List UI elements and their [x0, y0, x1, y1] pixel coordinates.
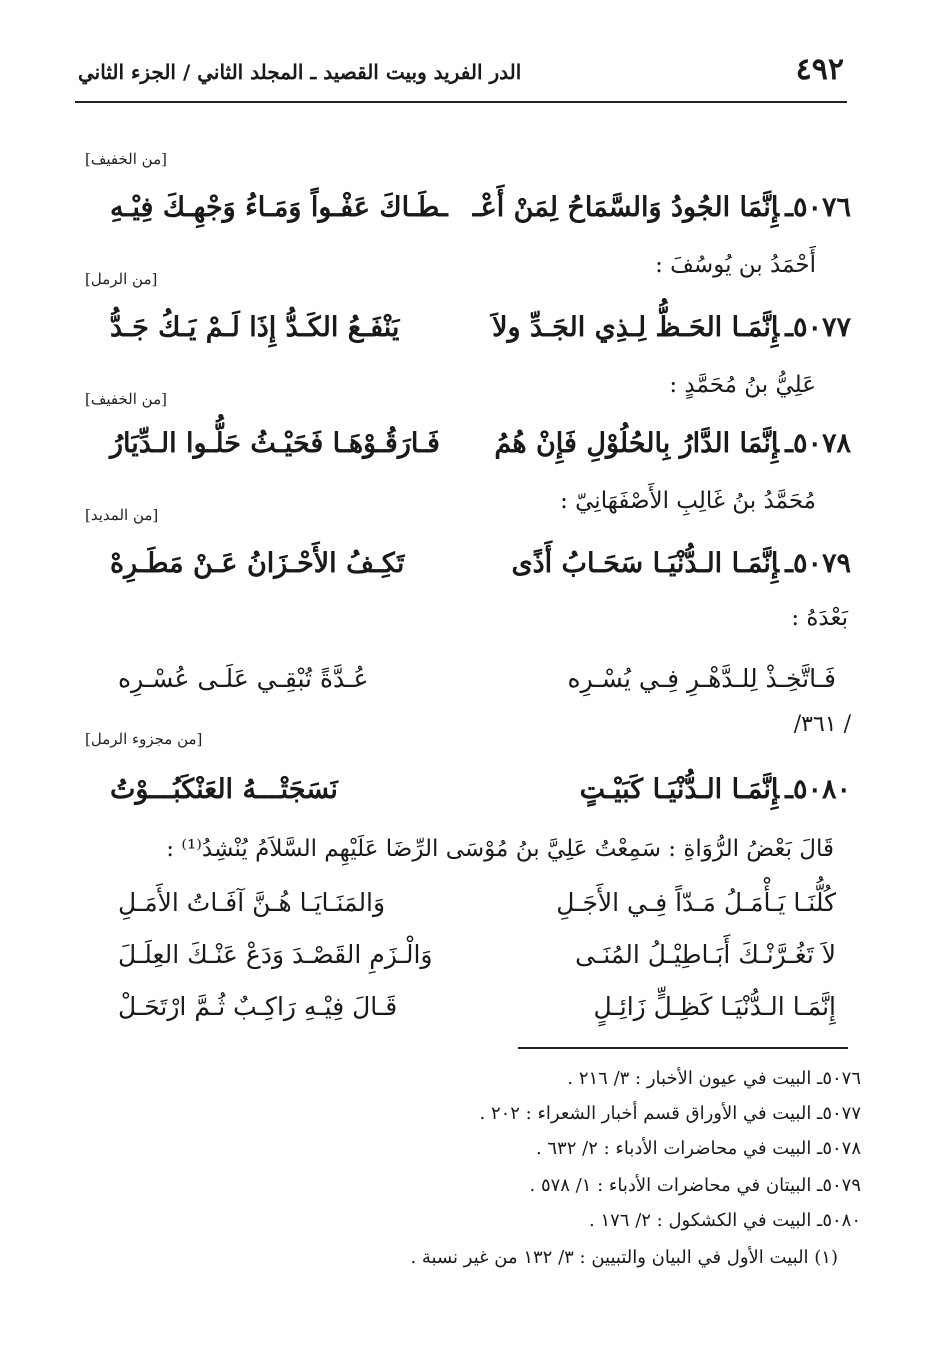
after-label: بَعْدَهُ : [791, 605, 848, 631]
poet-name: أَحْمَدُ بن يُوسُفَ : [655, 252, 816, 278]
header-divider [75, 101, 847, 103]
source-note: ٥٠٧٦ـ البيت في عيون الأخبار : ٣/ ٢١٦ . [567, 1068, 861, 1089]
hemistich-text: إِنَّمَـا الـدُّنْيَـا كَبَيْـتٍ [579, 774, 780, 805]
verse-number: ٥٠٧٩ـ [785, 548, 851, 579]
footnote-divider [518, 1047, 848, 1049]
verse-left-hemistich: نَسَجَتْـــهُ العَنْكَبُـــوْتُ [110, 774, 338, 805]
verse-right-hemistich [512, 548, 852, 579]
source-note: ٥٠٨٠ـ البيت في الكشكول : ٢/ ١٧٦ . [589, 1210, 861, 1231]
verse-right-hemistich [494, 428, 851, 459]
verse-number: ٥٠٨٠ـ [785, 774, 851, 805]
verse-left-hemistich: وَالْـزَمِ القَصْـدَ وَدَعْ عَنْـكَ العِلَـلَ [118, 940, 433, 969]
verse-number: ٥٠٧٨ـ [785, 428, 851, 459]
verse-right-hemistich: لاَ تَغُـرَّنْـكَ أَبَـاطِيْـلُ المُنَـى [575, 940, 836, 969]
poet-name: عَلِيُّ بنُ مُحَمَّدٍ : [669, 372, 816, 398]
verse-left-hemistich: عُـدَّةً تُبْقِـي عَلَـى عُسْـرِه [118, 664, 369, 693]
verse-right-hemistich [473, 192, 851, 223]
hemistich-text: إِنَّمَا الدَّارُ بِالحُلُوْلِ فَإِنْ هُمُ [494, 428, 780, 459]
verse-number: ٥٠٧٦ـ [785, 192, 851, 223]
page-number: ٤٩٢ [795, 52, 844, 87]
verse-number: ٥٠٧٧ـ [785, 312, 851, 343]
verse-left-hemistich: يَنْفَـعُ الكَـدُّ إِذَا لَـمْ يَـكُ جَـدُّ [110, 312, 400, 343]
hemistich-text: إِنَّمَـا الـدُّنْيَـا سَحَـابُ أَذًى [511, 548, 780, 579]
meter-label: [من المديد] [85, 506, 159, 524]
hemistich-text: إِنَّمَـا الحَـظُّ لِـذِي الجَـدِّ ولاَ [492, 312, 780, 343]
poet-name: مُحَمَّدُ بنُ غَالِبِ الأَصْفَهَانِيّ : [560, 488, 816, 514]
verse-left-hemistich: تَكِـفُ الأَحْـزَانُ عَـنْ مَطَـرِهْ [110, 548, 405, 579]
verse-right-hemistich: فَـاتَّخِـذْ لِلـدَّهْـرِ فِـي يُسْـرِه [567, 664, 836, 693]
source-note: ٥٠٧٩ـ البيتان في محاضرات الأدباء : ١/ ٥٧٨ . [529, 1175, 861, 1196]
source-note: ٥٠٧٨ـ البيت في محاضرات الأدباء : ٢/ ٦٣٢ . [535, 1138, 861, 1159]
meter-label: [من الخفيف] [85, 150, 167, 168]
verse-left-hemistich: ـطَـاكَ عَفْـواً وَمَـاءُ وَجْهِـكَ فِيْـهِ [110, 192, 448, 223]
running-title: الدر الفريد وبيت القصيد ـ المجلد الثاني / الجزء الثاني [78, 60, 522, 84]
verse-right-hemistich [580, 774, 851, 805]
footnote: (١) البيت الأول في البيان والتبيين : ٣/ ١٣٢ من غير نسبة . [410, 1247, 838, 1268]
meter-label: [من الخفيف] [85, 390, 167, 408]
verse-left-hemistich: قَـالَ فِيْـهِ رَاكِـبٌ ثُـمَّ ارْتَحَـلْ [118, 992, 398, 1021]
page-continuation: / ٣٦١/ [793, 712, 851, 737]
meter-label: [من الرمل] [85, 270, 158, 288]
verse-right-hemistich: إِنَّمَـا الـدُّنْيَـا كَظِـلٍّ زَائِـلٍ [593, 992, 836, 1021]
verse-left-hemistich: وَالمَنَـايَـا هُـنَّ آفَـاتُ الأَمَـلِ [118, 888, 386, 917]
meter-label: [من مجزوء الرمل] [85, 730, 203, 748]
verse-right-hemistich [492, 312, 851, 343]
verse-right-hemistich: كُلُّنَـا يَـأْمَـلُ مَـدّاً فِـي الأَجَـلِ [556, 888, 836, 917]
verse-left-hemistich: فَـارَقُـوْهَـا فَحَيْـثُ حَلُّـوا الـدِّيَارُ [110, 428, 440, 459]
narration-intro: قَالَ بَعْضُ الرُّوَاةِ : سَمِعْتُ عَلِيَّ بنُ مُوْسَى الرِّضَا عَلَيْهِم السَّلاَمُ يُنْشِدُ⁽¹⁾ : [166, 836, 834, 862]
hemistich-text: إِنَّمَا الجُودُ وَالسَّمَاحُ لِمَنْ أَعْـ [472, 192, 780, 223]
source-note: ٥٠٧٧ـ البيت في الأوراق قسم أخبار الشعراء : ٢٠٢ . [479, 1103, 861, 1124]
